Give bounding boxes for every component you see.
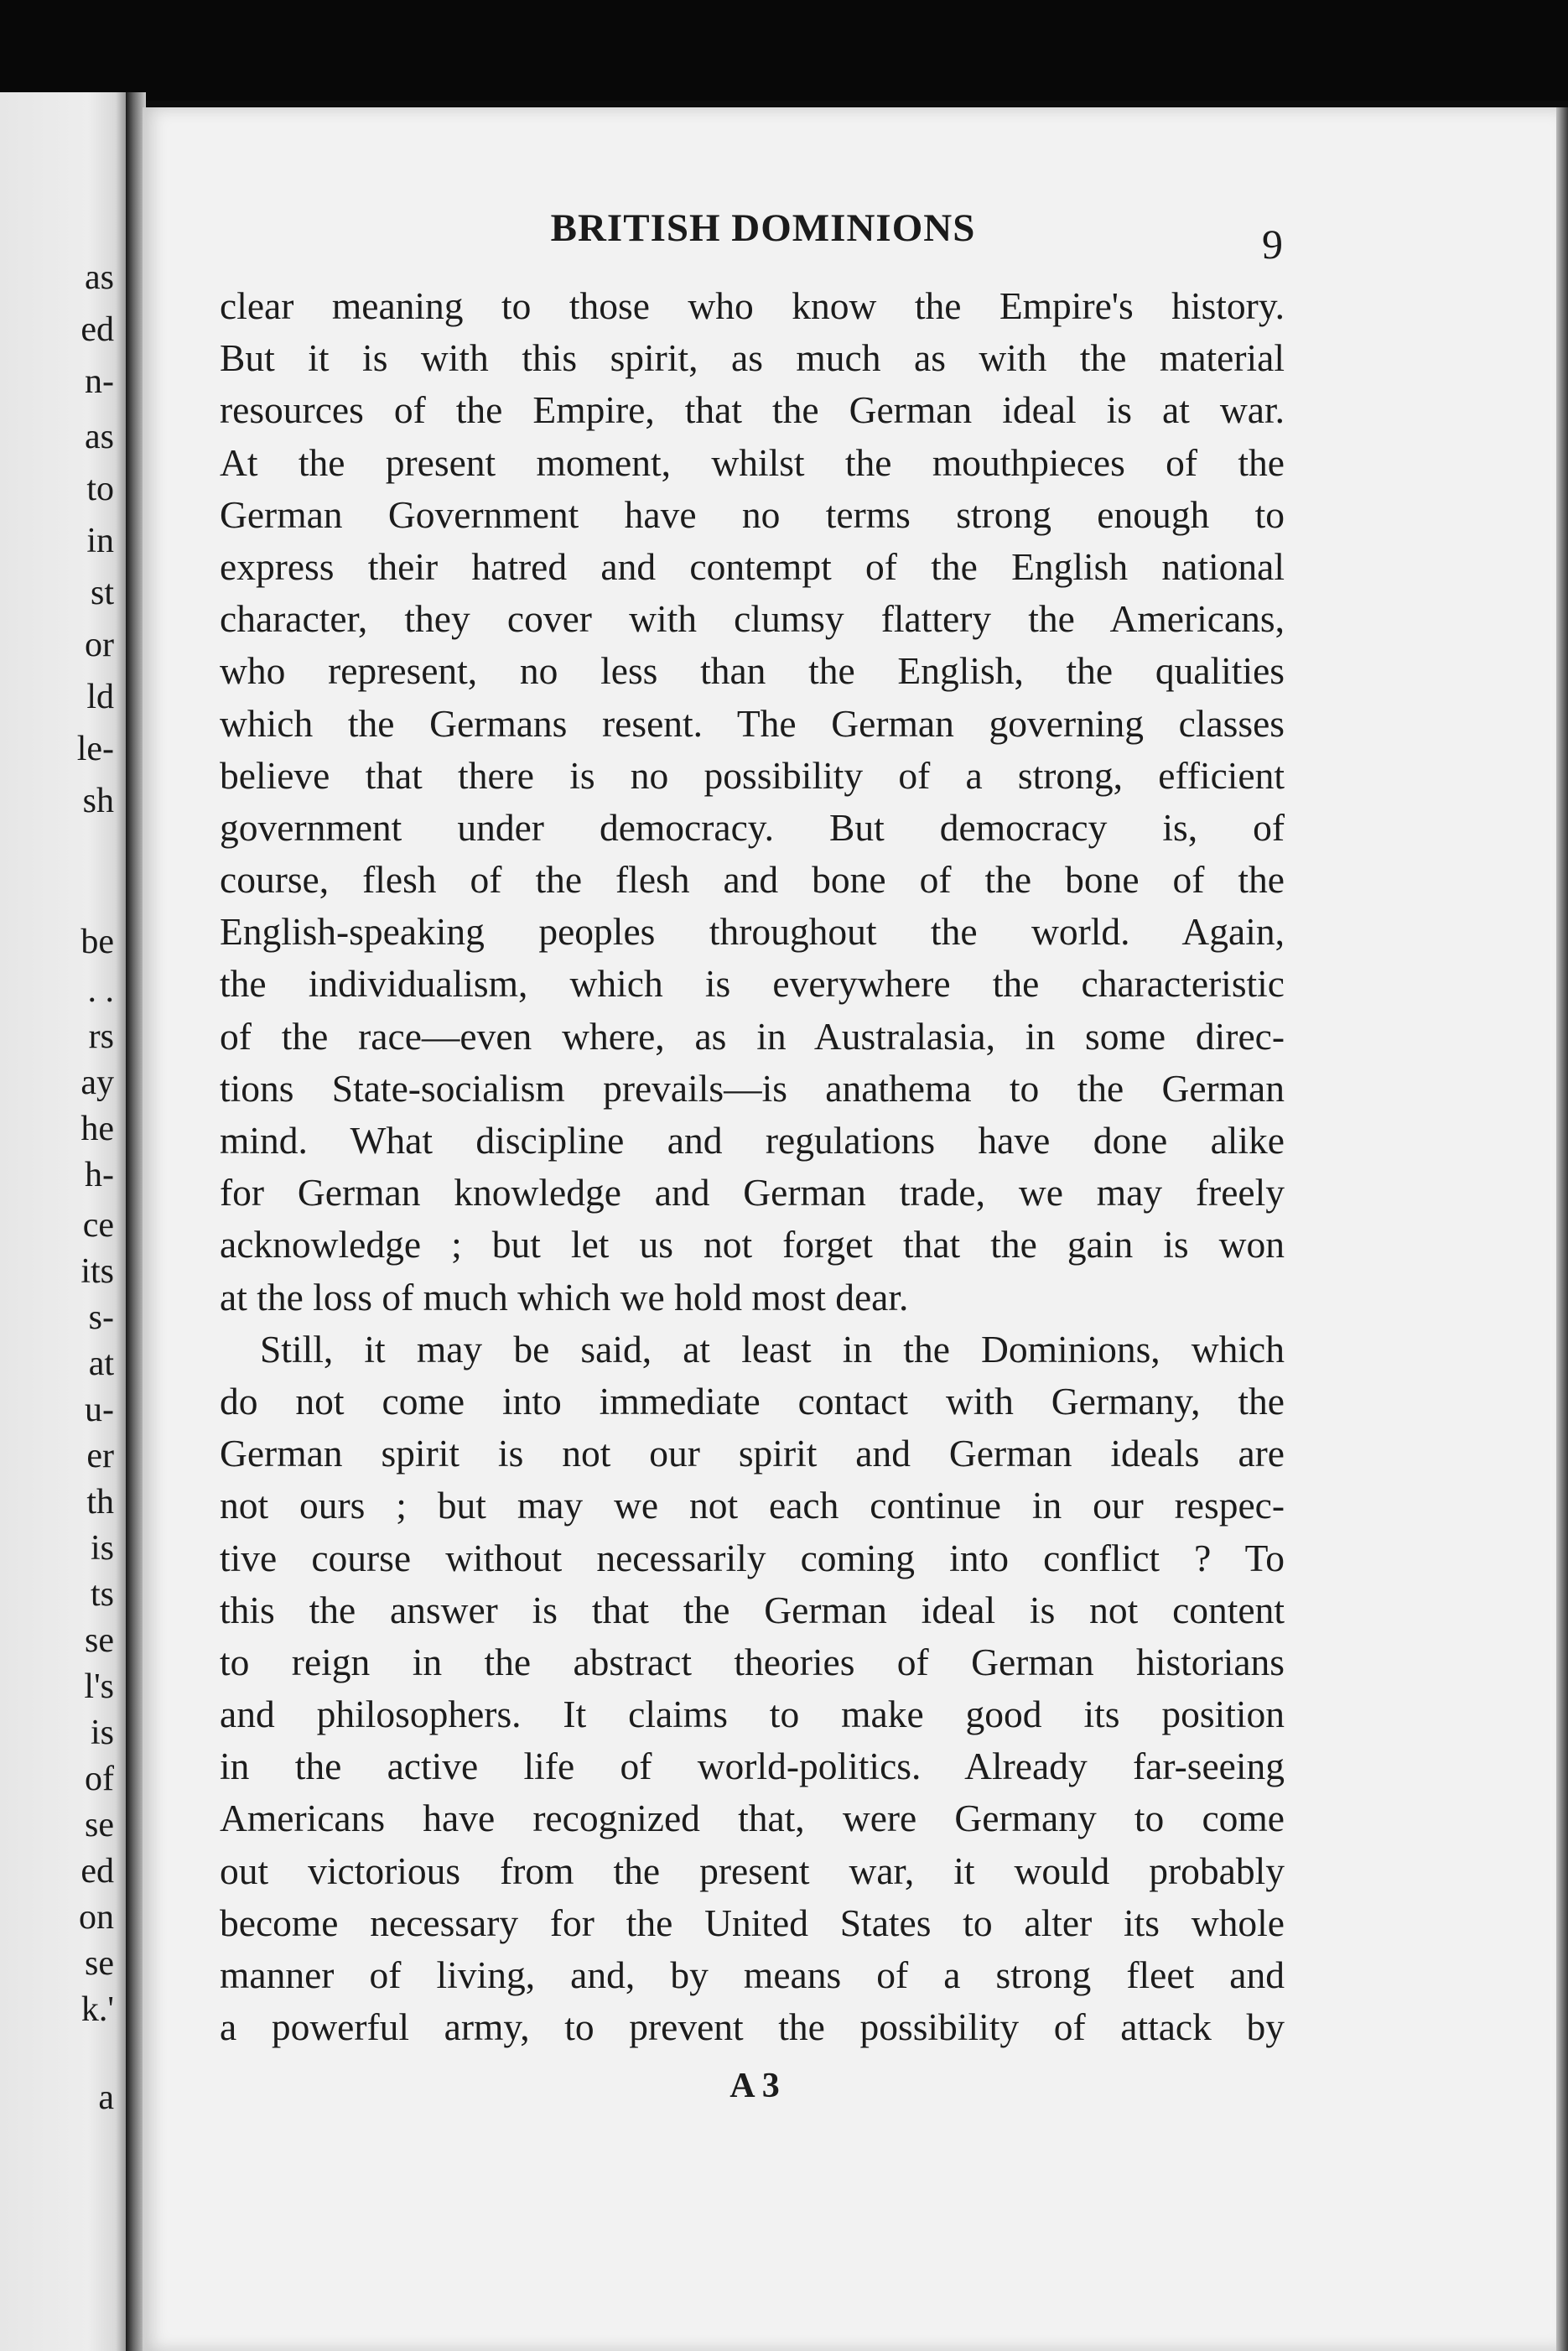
fragment: er bbox=[86, 1437, 114, 1475]
fragment: is bbox=[90, 1714, 114, 1752]
fragment: as bbox=[85, 418, 114, 456]
text-line: But it is with this spirit, as much as with the material bbox=[220, 336, 1285, 380]
text-line: English-speaking peoples throughout the world. Again, bbox=[220, 910, 1285, 954]
previous-page-edge bbox=[0, 92, 126, 2351]
text-line: course, flesh of the flesh and bone of the bone of the bbox=[220, 858, 1285, 902]
text-line: Americans have recognized that, were Germany to come bbox=[220, 1797, 1285, 1840]
fragment: be bbox=[80, 923, 114, 961]
fragment: k.' bbox=[80, 1990, 114, 2029]
fragment: ts bbox=[90, 1575, 114, 1614]
page-body-text bbox=[220, 280, 1285, 2053]
fragment: a bbox=[98, 2078, 114, 2117]
text-line: the individualism, which is everywhere the characteristic bbox=[220, 962, 1285, 1006]
fragment: at bbox=[88, 1345, 114, 1383]
text-line: tive course without necessarily coming into conflict ? To bbox=[220, 1536, 1285, 1579]
fragment: ed bbox=[80, 310, 114, 349]
fragment: ay bbox=[80, 1064, 114, 1102]
text-line: German spirit is not our spirit and German ideals are bbox=[220, 1432, 1285, 1475]
fragment: l's bbox=[84, 1667, 114, 1706]
text-line: to reign in the abstract theories of German historians bbox=[220, 1640, 1285, 1683]
text-line: do not come into immediate contact with Germany, the bbox=[220, 1379, 1285, 1423]
fragment: ce bbox=[82, 1206, 114, 1245]
text-line: this the answer is that the German ideal is not content bbox=[220, 1588, 1285, 1631]
text-line: out victorious from the present war, it would probably bbox=[220, 1849, 1285, 1892]
text-line: resources of the Empire, that the German ideal is at war. bbox=[220, 388, 1285, 432]
text-line: mind. What discipline and regulations have done alike bbox=[220, 1119, 1285, 1162]
fragment: st bbox=[90, 574, 114, 612]
text-line: manner of living, and, by means of a strong fleet and bbox=[220, 1953, 1285, 1996]
fragment: as bbox=[85, 258, 114, 297]
fragment: in bbox=[86, 522, 114, 560]
fragment: is bbox=[90, 1529, 114, 1568]
fragment: th bbox=[86, 1483, 114, 1521]
fragment: sh bbox=[82, 782, 114, 820]
text-line: German Government have no terms strong enough to bbox=[220, 492, 1285, 536]
fragment: se bbox=[85, 1621, 114, 1660]
text-line: for German knowledge and German trade, we may freely bbox=[220, 1171, 1285, 1215]
page-number: 9 bbox=[1262, 221, 1283, 268]
text-line: and philosophers. It claims to make good its position bbox=[220, 1693, 1285, 1736]
text-line: of the race—even where, as in Australasia, in some direc- bbox=[220, 1014, 1285, 1058]
text-line: become necessary for the United States to alter its whole bbox=[220, 1901, 1285, 1944]
fragment: se bbox=[85, 1806, 114, 1844]
text-line: which the Germans resent. The German governing classes bbox=[220, 701, 1285, 745]
text-line: acknowledge ; but let us not forget that the gain is won bbox=[220, 1223, 1285, 1267]
fragment: . . bbox=[87, 971, 114, 1010]
text-line: a powerful army, to prevent the possibility of attack by bbox=[220, 2005, 1285, 2049]
fragment: n- bbox=[85, 362, 114, 401]
text-line: express their hatred and contempt of the English national bbox=[220, 544, 1285, 588]
fragment: se bbox=[85, 1944, 114, 1983]
text-line: clear meaning to those who know the Empire's history. bbox=[220, 284, 1285, 327]
fragment: ld bbox=[86, 678, 114, 716]
fragment: s- bbox=[88, 1298, 114, 1337]
fragment: on bbox=[79, 1898, 114, 1937]
text-line: government under democracy. But democracy is, of bbox=[220, 805, 1285, 849]
text-line: At the present moment, whilst the mouthpieces of the bbox=[220, 440, 1285, 484]
text-line: in the active life of world-politics. Already far-seeing bbox=[220, 1745, 1285, 1788]
fragment: its bbox=[80, 1252, 114, 1291]
text-line: at the loss of much which we hold most dear. bbox=[220, 1275, 909, 1319]
scanner-background bbox=[0, 0, 1568, 101]
fragment: rs bbox=[88, 1017, 114, 1056]
text-line: believe that there is no possibility of a strong, efficient bbox=[220, 753, 1285, 797]
text-line: character, they cover with clumsy flattery the Americans, bbox=[220, 597, 1285, 641]
text-line: not ours ; but may we not each continue in our respec- bbox=[220, 1484, 1285, 1527]
text-line: tions State-socialism prevails—is anathema to the German bbox=[220, 1066, 1285, 1110]
page-right-edge bbox=[1556, 107, 1568, 2351]
text-line: Still, it may be said, at least in the Dominions, which bbox=[260, 1327, 1285, 1371]
fragment: to bbox=[86, 470, 114, 508]
fragment: of bbox=[85, 1760, 114, 1798]
fragment: u- bbox=[85, 1391, 114, 1429]
signature-mark: A 3 bbox=[729, 2067, 780, 2105]
fragment: h- bbox=[85, 1156, 114, 1194]
running-head: BRITISH DOMINIONS bbox=[550, 206, 976, 250]
fragment: ed bbox=[80, 1852, 114, 1891]
fragment: he bbox=[80, 1110, 114, 1148]
text-line: who represent, no less than the English, the qualities bbox=[220, 649, 1285, 693]
fragment: le- bbox=[76, 730, 114, 768]
fragment: or bbox=[85, 626, 114, 664]
